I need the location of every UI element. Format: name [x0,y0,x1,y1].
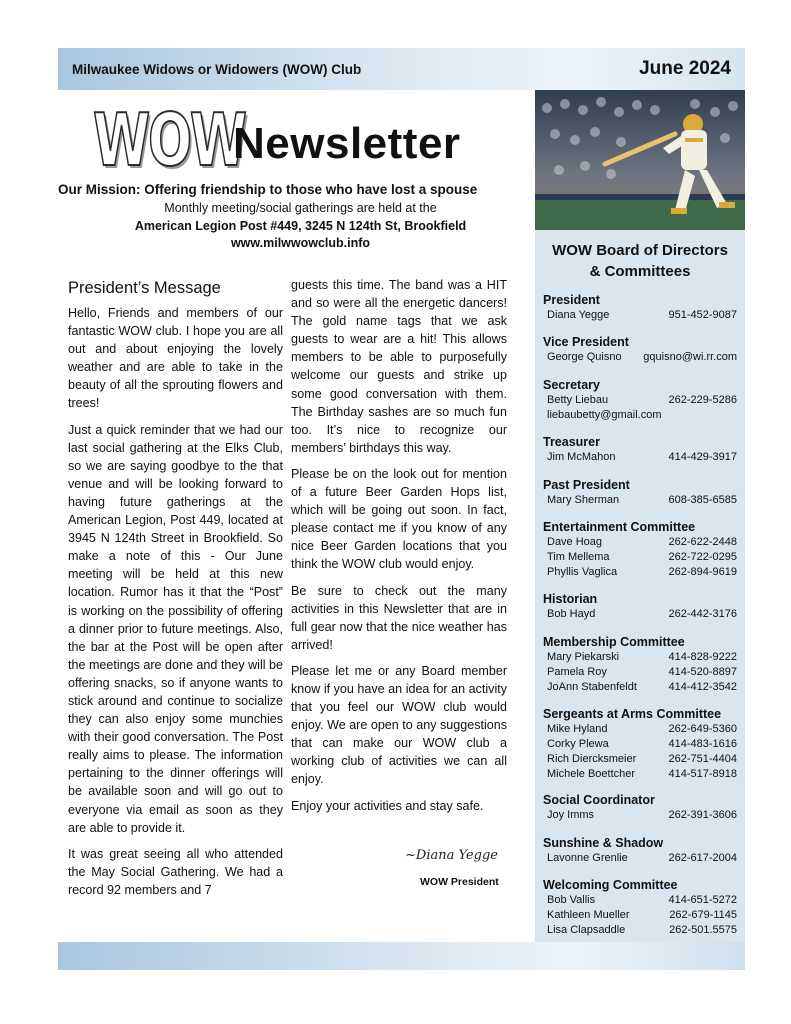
header-bar [58,48,745,90]
member-name: Lisa Clapsaddle [547,924,626,936]
role-name: Social Coordinator [543,793,655,807]
member-name: George Quisno [547,351,622,363]
board-role [543,707,743,782]
meeting-info-line1: Monthly meeting/social gatherings are held at the [164,201,437,215]
member-name: Pamela Roy [547,666,607,678]
newsletter-title: Newsletter [233,119,461,168]
role-name: Treasurer [543,435,600,449]
member-name: JoAnn Stabenfeldt [547,681,637,693]
member-name: Betty Liebau [547,394,609,406]
member-name: liebaubetty@gmail.com [547,409,662,421]
board-role [543,793,743,823]
member-contact: 414-520-8897 [668,666,737,678]
member-row [543,393,743,408]
board-role [543,592,743,622]
member-contact: 262-649-5360 [668,723,737,735]
member-row [543,408,743,423]
member-row [543,565,743,580]
member-name: Jim McMahon [547,451,616,463]
member-name: Bob Hayd [547,608,596,620]
member-name: Joy Imms [547,809,595,821]
member-contact: 414-828-9222 [668,651,737,663]
signature-title: WOW President [420,876,499,888]
member-name: Diana Yegge [547,309,610,321]
member-name: Bob Vallis [547,894,596,906]
mission-statement: Our Mission: Offering friendship to those who have lost a spouse [58,182,478,197]
wow-logo: WOW [93,98,245,182]
role-name: Membership Committee [543,635,685,649]
board-role [543,378,743,423]
member-name: Mary Sherman [547,494,620,506]
role-name: Past President [543,478,630,492]
role-name: President [543,293,600,307]
member-row [543,767,743,782]
baseball-batter-photo [535,90,745,230]
role-name: Vice President [543,335,629,349]
paragraph: Enjoy your activities and stay safe. [291,798,484,813]
member-contact: 262-229-5286 [668,394,737,406]
member-contact: 262-751-4404 [668,753,737,765]
member-contact: 262-622-2448 [668,536,737,548]
member-name: Michele Boettcher [547,768,636,780]
board-role [543,520,743,580]
paragraph: Hello, Friends and members of our fantastic WOW club. I hope you are all out and about enjoying the lovely weather and are able to take in the beauty of all the sprouting flowers and trees! [68,306,283,411]
paragraph: Just a quick reminder that we had our last social gathering at the Elks Club, so we are saying goodbye to the that venue and will be looking forward to having future gatherings at the American Legion, Post 449, located at 3945 N 124th Street in Brookfield. So make a note of this - Our June meeting will be held at this new location. Rumor has it that the “Post” is working on the possibility of offering a dinner prior to future meetings. Also, the bar at the Post will be open after the meetings are done and they will be offering snacks, so if anyone wants to stick around and continue to socialize they can also enjoy some munchies with their good conversation. The Post really aims to please. The information pertaining to the dinner offerings will be available soon and will go out to everyone via email as soon as they are able to provide it. [68,422,283,835]
member-row [543,350,743,365]
board-title [535,240,745,282]
member-row [543,752,743,767]
member-contact: 414-651-5272 [668,894,737,906]
member-contact: gquisno@wi.rr.com [643,351,737,363]
member-contact: 414-412-3542 [668,681,737,693]
member-name: Kathleen Mueller [547,909,630,921]
member-row [543,535,743,550]
issue-date: June 2024 [639,58,731,79]
board-role [543,335,743,365]
member-contact: 414-517-8918 [668,768,737,780]
club-name: Milwaukee Widows or Widowers (WOW) Club [72,62,362,77]
role-name: Sergeants at Arms Committee [543,707,722,721]
role-name: Welcoming Committee [543,878,678,892]
board-role [543,293,743,323]
member-row [543,908,743,923]
member-contact: 951-452-9087 [668,309,737,321]
member-name: Dave Hoag [547,536,603,548]
member-row [543,737,743,752]
website-link[interactable]: www.milwwowclub.info [230,236,371,250]
president-signature: ~Diana Yegge [405,848,498,863]
role-name: Entertainment Committee [543,520,696,534]
baseball-batter-illustration [535,90,745,230]
board-role [543,635,743,695]
role-name: Historian [543,592,598,606]
role-name: Sunshine & Shadow [543,836,664,850]
member-name: Mary Piekarski [547,651,620,663]
message-column-2 [291,276,507,823]
member-row [543,893,743,908]
member-row [543,923,743,938]
member-contact: 262-501.5575 [669,924,737,936]
member-row [543,607,743,622]
member-row [543,450,743,465]
board-role [543,836,743,866]
member-contact: 608-385-6585 [668,494,737,506]
member-row [543,550,743,565]
member-contact: 262-722-0295 [668,551,737,563]
member-contact: 262-679-1145 [669,909,737,921]
member-row [543,851,743,866]
member-name: Rich Diercksmeier [547,753,637,765]
member-name: Tim Mellema [547,551,610,563]
board-role [543,435,743,465]
member-name: Mike Hyland [547,723,608,735]
member-contact: 262-617-2004 [668,852,737,864]
president-message-title: President’s Message [68,279,221,297]
member-contact: 414-483-1616 [668,738,737,750]
paragraph: Be sure to check out the many activities in this Newsletter that are in full gear now that the nice weather has arrived! [291,583,507,652]
board-role [543,878,743,938]
board-role [543,478,743,508]
paragraph: Please be on the look out for mention of a future Beer Garden Hops list, which will be going out soon. In fact, please contact me if you know of any nice Beer Garden locations that you think the WOW club would enjoy. [291,466,507,572]
member-contact: 414-429-3917 [668,451,737,463]
paragraph: guests this time. The band was a HIT and so were all the energetic dancers! The gold name tags that we ask guests to wear are a hit! This allows members to be able to purposefully welcome our guests and strike up some good conversation with them. The Birthday sashes are so much fun too. It’s nice to recognize our members’ birthdays this way. [291,278,507,455]
message-column-1 [68,304,283,907]
member-row [543,650,743,665]
member-row [543,808,743,823]
meeting-info-line2: American Legion Post #449, 3245 N 124th St, Brookfield [134,219,467,233]
member-row [543,722,743,737]
paragraph: It was great seeing all who attended the May Social Gathering. We had a record 92 members and 7 [68,846,283,897]
paragraph: Please let me or any Board member know if you have an idea for an activity that you feel our WOW club would enjoy. We are open to any suggestions that can make our WOW club a working club of activities we can all enjoy. [291,663,507,787]
board-title-line2: & Committees [589,263,691,280]
member-row [543,493,743,508]
member-row [543,665,743,680]
footer-bar [58,942,745,970]
member-name: Phyllis Vaglica [547,566,618,578]
member-contact: 262-442-3176 [668,608,737,620]
member-contact: 262-391-3606 [668,809,737,821]
member-row [543,308,743,323]
member-name: Corky Plewa [547,738,609,750]
board-title-line1: WOW Board of Directors [552,242,728,259]
member-name: Lavonne Grenlie [547,852,628,864]
member-row [543,680,743,695]
member-contact: 262-894-9619 [668,566,737,578]
role-name: Secretary [543,378,600,392]
